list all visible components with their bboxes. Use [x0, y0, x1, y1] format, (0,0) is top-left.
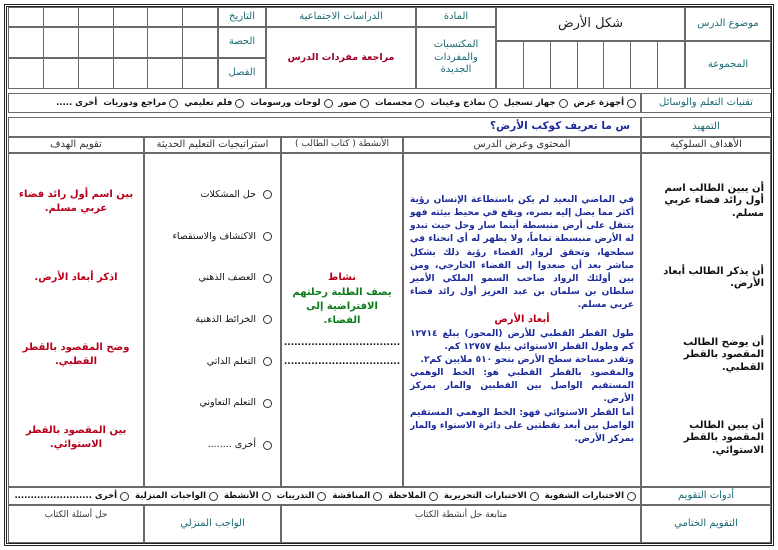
resource-option[interactable]: جهاز تسجيل [504, 98, 568, 109]
subject-label: المادة [416, 7, 496, 27]
strategy-item[interactable]: الخرائط الذهنية [153, 314, 272, 326]
radio-icon[interactable] [530, 492, 539, 501]
radio-icon[interactable] [262, 492, 271, 501]
strategy-item[interactable]: العصف الذهني [153, 272, 272, 284]
radio-icon[interactable] [169, 99, 178, 108]
homework-value: حل أسئلة الكتاب [8, 505, 144, 543]
assessment-option[interactable]: الاختبارات التحريرية [444, 491, 539, 502]
col-objectives-header: الأهداف السلوكية [641, 137, 771, 153]
assessment-option[interactable]: الملاحظة [388, 491, 438, 502]
period-label: الحصة [218, 27, 266, 58]
assessment-tools-options [8, 487, 641, 505]
resource-option[interactable]: صور [339, 98, 369, 109]
activity-dots[interactable]: .................................. [283, 357, 401, 368]
evaluation-item: بين اسم أول رائد فضاء عربي مسلم. [18, 188, 134, 214]
content-paragraph: والمقصود بالقطر القطبي هو: الخط الوهمي المستقيم الواصل بين القطبين والمار بمركز الأرض. [410, 368, 634, 405]
col-evaluation-header: تقويم الهدف [8, 137, 144, 153]
objective-item: أن يبين الطالب اسم أول رائد فضاء عربي مسلم. [664, 182, 764, 219]
radio-icon[interactable] [415, 99, 424, 108]
radio-icon[interactable] [324, 99, 333, 108]
content-dims-title: أبعاد الأرض [494, 313, 550, 325]
objective-item: أن يذكر الطالب أبعاد الأرض. [663, 265, 764, 290]
assessment-option[interactable]: أخرى ........................ [14, 491, 129, 502]
date-label: التاريخ [218, 7, 266, 27]
objectives-column [641, 153, 771, 487]
subject-value: الدراسات الاجتماعية [266, 7, 416, 27]
strategy-item[interactable]: التعلم التعاوني [153, 397, 272, 409]
assessment-tools-label: أدوات التقويم [641, 487, 771, 505]
content-paragraph: وتقدر مساحة سطح الأرض بنحو ٥١٠ ملايين كم٢. [420, 355, 634, 366]
lesson-plan-sheet [4, 4, 774, 546]
content-column [403, 153, 641, 487]
radio-icon[interactable] [263, 357, 272, 366]
intro-question: س ما تعريف كوكب الأرض؟ [8, 117, 641, 137]
radio-icon[interactable] [120, 492, 129, 501]
assessment-option[interactable]: المناقشة [332, 491, 382, 502]
radio-icon[interactable] [263, 274, 272, 283]
strategy-item[interactable]: التعلم الذاتي [153, 356, 272, 368]
resource-option[interactable]: لوحات ورسومات [250, 98, 332, 109]
resource-option[interactable]: نماذج وعينات [430, 98, 497, 109]
resources-options [8, 93, 641, 113]
resource-option[interactable]: مراجع ودوريات [103, 98, 178, 109]
evaluation-column [8, 153, 144, 487]
objective-item: أن يبين الطالب المقصود بالقطر الاستوائي. [683, 419, 764, 456]
concepts-value: مراجعة مفردات الدرس [266, 27, 416, 89]
concepts-label: المكتسبات والمفردات الجديدة [416, 27, 496, 89]
radio-icon[interactable] [627, 99, 636, 108]
resource-option[interactable]: فلم تعليمي [184, 98, 244, 109]
strategy-item[interactable]: أخرى ........ [153, 439, 272, 451]
col-strategies-header: استراتيجيات التعليم الحديثة [144, 137, 281, 153]
assessment-option[interactable]: الأنشطة [224, 491, 271, 502]
radio-icon[interactable] [373, 492, 382, 501]
objective-item: أن يوضح الطالب المقصود بالقطر القطبي. [683, 336, 764, 373]
activity-dots[interactable]: .................................. [283, 338, 401, 348]
content-paragraph: أما القطر الاستوائي فهو: الخط الوهمي المستقيم الواصل بين أبعد نقطتين على دائرة الاستواء والمار بمركز الأرض. [410, 407, 634, 444]
activity-text: يصف الطلبة رحلتهم الافتراضية إلى الفضاء. [292, 287, 392, 326]
evaluation-item: اذكر أبعاد الأرض. [34, 272, 118, 284]
assessment-option[interactable]: الاختبارات الشفوية [545, 491, 636, 502]
resource-option[interactable]: أجهزة عرض [574, 98, 636, 109]
radio-icon[interactable] [263, 399, 272, 408]
assessment-option[interactable]: الواجبات المنزلية [135, 491, 218, 502]
group-grid[interactable] [496, 41, 685, 89]
group-label: المجموعة [685, 41, 771, 89]
evaluation-item: وضح المقصود بالقطر القطبي. [22, 341, 130, 367]
radio-icon[interactable] [489, 99, 498, 108]
radio-icon[interactable] [263, 315, 272, 324]
radio-icon[interactable] [360, 99, 369, 108]
radio-icon[interactable] [559, 99, 568, 108]
date-grid[interactable] [8, 7, 218, 27]
resource-option[interactable]: أخرى ..... [56, 97, 98, 108]
activities-column [281, 153, 403, 487]
radio-icon[interactable] [235, 99, 244, 108]
col-activities-header: الأنشطة ( كتاب الطالب ) [281, 137, 403, 153]
radio-icon[interactable] [429, 492, 438, 501]
topic-value: شكل الأرض [496, 7, 685, 41]
activity-title: نشاط [327, 271, 357, 283]
strategy-item[interactable]: الاكتشاف والاستقصاء [153, 231, 272, 243]
strategies-column [144, 153, 281, 487]
resource-option[interactable]: مجسمات [375, 98, 424, 109]
homework-label: الواجب المنزلي [144, 505, 281, 543]
radio-icon[interactable] [263, 190, 272, 199]
final-assessment-value: متابعة حل أنشطة الكتاب [281, 505, 641, 543]
radio-icon[interactable] [627, 492, 636, 501]
topic-label: موضوع الدرس [685, 7, 771, 41]
period-grid[interactable] [8, 27, 218, 58]
final-assessment-label: التقويم الختامي [641, 505, 771, 543]
content-paragraph: في الماضي البعيد لم يكن باستطاعة الإنسان رؤية أكثر مما يصل إليه بصره، ويقع في محيط بيئته فهو يتنقل على أرض منبسطة أينما سار وحل حيث تبدو له الأرض منبسطة تماماً، ولا يظهر له أي انحناء في سطحها، وتحقق لرواد الفضاء رؤية ذلك بشكل مباشر بعد أن صعدوا إلى الفضاء الخارجي، ومن بين أولئك الرواد صاحب السمو الملكي الأمير سلطان بن سلمان بن عبد العزيز أول رائد فضاء عربي مسلم. [410, 195, 634, 310]
class-label: الفصل [218, 58, 266, 89]
col-content-header: المحتوى وعرض الدرس [403, 137, 641, 153]
radio-icon[interactable] [263, 232, 272, 241]
radio-icon[interactable] [317, 492, 326, 501]
strategy-item[interactable]: حل المشكلات [153, 189, 272, 201]
content-paragraph: طول القطر القطبي للأرض (المحور) يبلغ ١٢٧١٤ كم وطول القطر الاستوائي يبلغ ١٢٧٥٧ كم. [410, 329, 634, 353]
assessment-option[interactable]: التدريبات [277, 491, 327, 502]
evaluation-item: بين المقصود بالقطر الاستوائي. [25, 425, 127, 451]
intro-label: التمهيد [641, 117, 771, 137]
radio-icon[interactable] [209, 492, 218, 501]
class-grid[interactable] [8, 58, 218, 89]
radio-icon[interactable] [263, 441, 272, 450]
resources-label: تقنيات التعلم والوسائل [641, 93, 771, 113]
